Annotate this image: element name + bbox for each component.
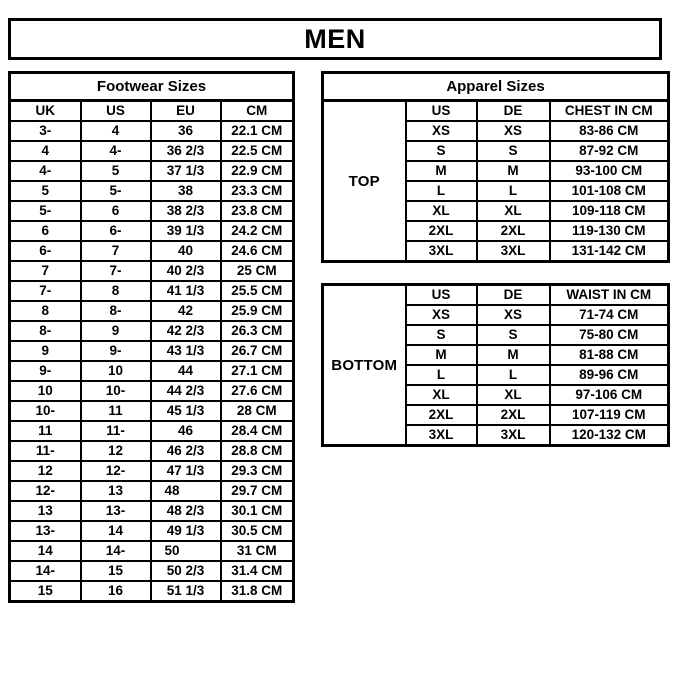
footwear-cell: 49 1/3 (151, 521, 221, 541)
apparel-cell: M (477, 345, 550, 365)
apparel-column-header: WAIST IN CM (550, 285, 669, 306)
apparel-cell: 3XL (406, 425, 477, 446)
footwear-cell: 23.3 CM (221, 181, 294, 201)
footwear-cell: 37 1/3 (151, 161, 221, 181)
page-title: MEN (8, 18, 662, 60)
apparel-cell: L (406, 181, 477, 201)
apparel-cell: XS (406, 305, 477, 325)
apparel-cell: 120-132 CM (550, 425, 669, 446)
footwear-row (10, 321, 294, 341)
footwear-cell: 11 (10, 421, 81, 441)
apparel-column-header: CHEST IN CM (550, 101, 669, 122)
footwear-cell: 48 (151, 481, 221, 501)
apparel-cell: XL (477, 385, 550, 405)
footwear-cell: 29.7 CM (221, 481, 294, 501)
footwear-row (10, 501, 294, 521)
apparel-header-row (323, 101, 669, 122)
footwear-cell: 42 (151, 301, 221, 321)
footwear-cell: 8 (10, 301, 81, 321)
footwear-cell: 12 (10, 461, 81, 481)
footwear-cell: 7- (10, 281, 81, 301)
footwear-cell: 48 2/3 (151, 501, 221, 521)
footwear-cell: 9- (81, 341, 151, 361)
footwear-cell: 15 (10, 581, 81, 602)
apparel-cell: 131-142 CM (550, 241, 669, 262)
footwear-cell: 5- (10, 201, 81, 221)
footwear-cell: 4- (81, 141, 151, 161)
apparel-cell: L (477, 181, 550, 201)
footwear-cell: 3- (10, 121, 81, 141)
apparel-cell: M (477, 161, 550, 181)
footwear-cell: 9 (10, 341, 81, 361)
footwear-row (10, 541, 294, 561)
footwear-cell: 22.5 CM (221, 141, 294, 161)
footwear-row (10, 421, 294, 441)
footwear-cell: 10 (10, 381, 81, 401)
footwear-table-body (10, 73, 294, 602)
footwear-cell: 11 (81, 401, 151, 421)
footwear-cell: 44 (151, 361, 221, 381)
footwear-cell: 40 2/3 (151, 261, 221, 281)
apparel-cell: 101-108 CM (550, 181, 669, 201)
footwear-row (10, 461, 294, 481)
apparel-cell: 87-92 CM (550, 141, 669, 161)
footwear-cell: 29.3 CM (221, 461, 294, 481)
footwear-cell: 6- (81, 221, 151, 241)
apparel-column-header: DE (477, 285, 550, 306)
footwear-cell: 44 2/3 (151, 381, 221, 401)
footwear-row (10, 521, 294, 541)
apparel-cell: 2XL (406, 405, 477, 425)
apparel-top-table-body (323, 73, 669, 262)
footwear-row (10, 261, 294, 281)
apparel-cell: 109-118 CM (550, 201, 669, 221)
footwear-cell: 9 (81, 321, 151, 341)
apparel-table-title: Apparel Sizes (323, 73, 669, 101)
footwear-cell: 7 (10, 261, 81, 281)
apparel-header-row (323, 285, 669, 306)
footwear-table-title: Footwear Sizes (10, 73, 294, 101)
footwear-row (10, 341, 294, 361)
footwear-cell: 27.1 CM (221, 361, 294, 381)
footwear-row (10, 181, 294, 201)
footwear-row (10, 301, 294, 321)
apparel-cell: XS (406, 121, 477, 141)
footwear-column-header: US (81, 101, 151, 122)
footwear-row (10, 381, 294, 401)
footwear-row (10, 141, 294, 161)
footwear-cell: 13 (10, 501, 81, 521)
footwear-cell: 13- (81, 501, 151, 521)
apparel-column-header: US (406, 101, 477, 122)
apparel-cell: L (477, 365, 550, 385)
apparel-bottom-table (321, 283, 670, 447)
footwear-cell: 25.9 CM (221, 301, 294, 321)
apparel-cell: 3XL (406, 241, 477, 262)
footwear-cell: 12 (81, 441, 151, 461)
footwear-cell: 50 2/3 (151, 561, 221, 581)
bottom-section-label: BOTTOM (323, 285, 406, 446)
footwear-cell: 10- (10, 401, 81, 421)
footwear-cell: 27.6 CM (221, 381, 294, 401)
footwear-cell: 14- (81, 541, 151, 561)
footwear-cell: 42 2/3 (151, 321, 221, 341)
footwear-cell: 46 (151, 421, 221, 441)
footwear-row (10, 121, 294, 141)
footwear-cell: 16 (81, 581, 151, 602)
footwear-column-header: CM (221, 101, 294, 122)
footwear-column-header: EU (151, 101, 221, 122)
footwear-cell: 5 (81, 161, 151, 181)
footwear-cell: 24.6 CM (221, 241, 294, 261)
footwear-cell: 9- (10, 361, 81, 381)
apparel-cell: 75-80 CM (550, 325, 669, 345)
footwear-row (10, 481, 294, 501)
footwear-cell: 43 1/3 (151, 341, 221, 361)
footwear-cell: 7- (81, 261, 151, 281)
footwear-cell: 28 CM (221, 401, 294, 421)
apparel-cell: XS (477, 121, 550, 141)
apparel-cell: 81-88 CM (550, 345, 669, 365)
footwear-cell: 14 (81, 521, 151, 541)
footwear-row (10, 201, 294, 221)
apparel-cell: L (406, 365, 477, 385)
footwear-cell: 14- (10, 561, 81, 581)
footwear-header-row (10, 101, 294, 122)
footwear-cell: 14 (10, 541, 81, 561)
apparel-cell: M (406, 345, 477, 365)
apparel-cell: XL (477, 201, 550, 221)
apparel-cell: 3XL (477, 425, 550, 446)
footwear-cell: 6 (10, 221, 81, 241)
footwear-cell: 8- (10, 321, 81, 341)
apparel-top-table (321, 71, 670, 263)
footwear-cell: 31.4 CM (221, 561, 294, 581)
apparel-cell: 119-130 CM (550, 221, 669, 241)
apparel-cell: S (406, 141, 477, 161)
footwear-cell: 6- (10, 241, 81, 261)
footwear-cell: 51 1/3 (151, 581, 221, 602)
footwear-row (10, 361, 294, 381)
footwear-row (10, 581, 294, 602)
footwear-cell: 45 1/3 (151, 401, 221, 421)
footwear-cell: 40 (151, 241, 221, 261)
footwear-cell: 23.8 CM (221, 201, 294, 221)
footwear-cell: 25.5 CM (221, 281, 294, 301)
footwear-cell: 26.3 CM (221, 321, 294, 341)
apparel-cell: XS (477, 305, 550, 325)
footwear-cell: 28.8 CM (221, 441, 294, 461)
footwear-row (10, 561, 294, 581)
footwear-cell: 11- (81, 421, 151, 441)
footwear-cell: 38 2/3 (151, 201, 221, 221)
apparel-cell: S (477, 141, 550, 161)
apparel-cell: 2XL (477, 221, 550, 241)
apparel-cell: 3XL (477, 241, 550, 262)
footwear-cell: 50 (151, 541, 221, 561)
footwear-table (8, 71, 295, 603)
footwear-row (10, 161, 294, 181)
footwear-cell: 22.9 CM (221, 161, 294, 181)
footwear-cell: 41 1/3 (151, 281, 221, 301)
footwear-row (10, 221, 294, 241)
apparel-bottom-table-body (323, 285, 669, 446)
apparel-column-header: US (406, 285, 477, 306)
footwear-cell: 31.8 CM (221, 581, 294, 602)
footwear-cell: 4 (81, 121, 151, 141)
footwear-cell: 8 (81, 281, 151, 301)
apparel-cell: S (406, 325, 477, 345)
footwear-cell: 22.1 CM (221, 121, 294, 141)
footwear-cell: 11- (10, 441, 81, 461)
footwear-cell: 26.7 CM (221, 341, 294, 361)
footwear-cell: 13 (81, 481, 151, 501)
footwear-title-row (10, 73, 294, 101)
footwear-cell: 25 CM (221, 261, 294, 281)
footwear-cell: 36 2/3 (151, 141, 221, 161)
footwear-column-header: UK (10, 101, 81, 122)
footwear-cell: 24.2 CM (221, 221, 294, 241)
footwear-cell: 12- (10, 481, 81, 501)
footwear-cell: 10- (81, 381, 151, 401)
footwear-cell: 13- (10, 521, 81, 541)
footwear-cell: 31 CM (221, 541, 294, 561)
footwear-cell: 47 1/3 (151, 461, 221, 481)
footwear-cell: 5- (81, 181, 151, 201)
footwear-cell: 36 (151, 121, 221, 141)
footwear-cell: 6 (81, 201, 151, 221)
footwear-cell: 39 1/3 (151, 221, 221, 241)
footwear-cell: 7 (81, 241, 151, 261)
footwear-cell: 5 (10, 181, 81, 201)
footwear-cell: 30.1 CM (221, 501, 294, 521)
apparel-title-row (323, 73, 669, 101)
footwear-cell: 28.4 CM (221, 421, 294, 441)
apparel-cell: 2XL (477, 405, 550, 425)
apparel-cell: XL (406, 385, 477, 405)
footwear-cell: 8- (81, 301, 151, 321)
footwear-cell: 4 (10, 141, 81, 161)
footwear-cell: 10 (81, 361, 151, 381)
apparel-cell: M (406, 161, 477, 181)
footwear-row (10, 281, 294, 301)
footwear-row (10, 401, 294, 421)
apparel-cell: S (477, 325, 550, 345)
footwear-row (10, 241, 294, 261)
apparel-cell: 89-96 CM (550, 365, 669, 385)
apparel-cell: 97-106 CM (550, 385, 669, 405)
footwear-cell: 4- (10, 161, 81, 181)
footwear-cell: 12- (81, 461, 151, 481)
footwear-cell: 15 (81, 561, 151, 581)
footwear-cell: 38 (151, 181, 221, 201)
top-section-label: TOP (323, 101, 406, 262)
apparel-cell: 93-100 CM (550, 161, 669, 181)
footwear-cell: 30.5 CM (221, 521, 294, 541)
footwear-cell: 46 2/3 (151, 441, 221, 461)
apparel-cell: 107-119 CM (550, 405, 669, 425)
apparel-cell: XL (406, 201, 477, 221)
apparel-cell: 2XL (406, 221, 477, 241)
apparel-cell: 83-86 CM (550, 121, 669, 141)
footwear-row (10, 441, 294, 461)
apparel-column-header: DE (477, 101, 550, 122)
apparel-cell: 71-74 CM (550, 305, 669, 325)
